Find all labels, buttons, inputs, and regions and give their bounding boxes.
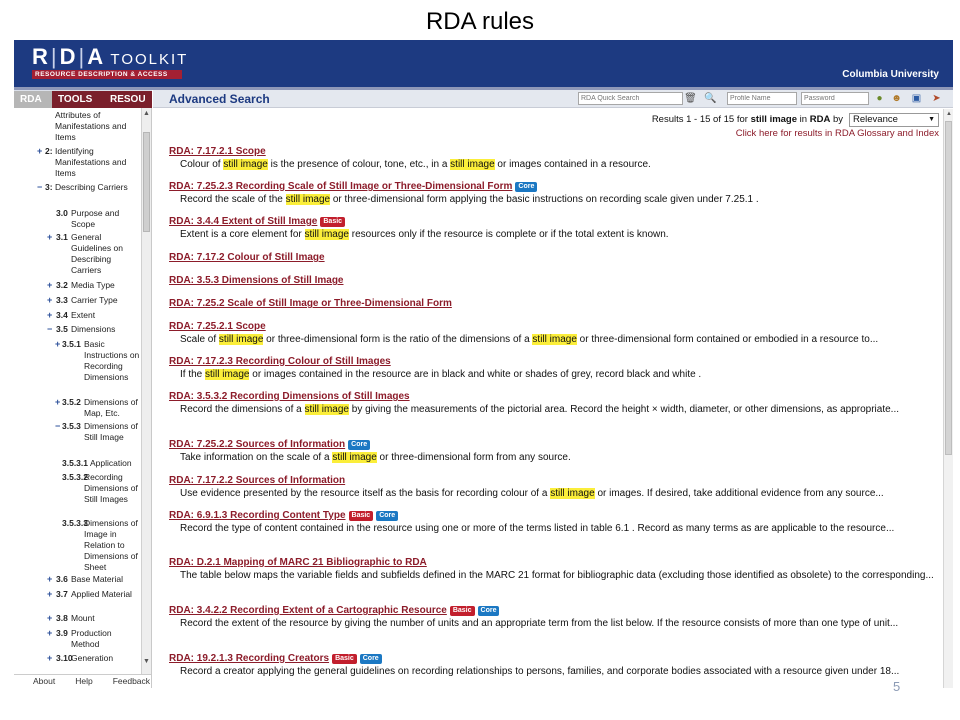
search-result — [169, 505, 939, 535]
snippet-text: Take information on the scale of a — [180, 452, 333, 463]
toc-item[interactable] — [14, 208, 140, 229]
result-title-link[interactable]: RDA: D.2.1 Mapping of MARC 21 Bibliographic to RDA — [169, 557, 427, 568]
toc-item-label[interactable]: Generation — [71, 653, 114, 663]
logo-toolkit: TOOLKIT — [110, 51, 189, 68]
snippet-text: is the presence of colour, tone, etc., in a — [267, 159, 451, 170]
result-title-row — [169, 247, 939, 265]
result-snippet — [169, 334, 939, 346]
app-header — [14, 40, 953, 87]
result-title-link[interactable]: RDA: 19.2.1.3 Recording Creators — [169, 653, 330, 664]
tab-rda[interactable]: RDA — [14, 91, 52, 108]
search-result — [169, 293, 939, 311]
result-title-row — [169, 293, 939, 311]
search-result — [169, 648, 939, 678]
page-title: Advanced Search — [169, 92, 270, 106]
results-scope: RDA — [809, 114, 831, 125]
snippet-text: or images contained in the resource are in black and white or shades of grey, record black and white . — [249, 369, 702, 380]
result-snippet — [169, 404, 939, 416]
results-suffix: by — [830, 114, 843, 125]
result-snippet — [169, 452, 939, 464]
result-title-link[interactable]: RDA: 7.17.2.2 Sources of Information — [169, 475, 346, 486]
tab-tools[interactable]: TOOLS — [52, 91, 104, 108]
password-input[interactable] — [801, 92, 869, 105]
highlighted-term: still image — [218, 334, 264, 345]
toc-item-label[interactable]: Purpose and Scope — [71, 208, 120, 229]
result-title-link[interactable]: RDA: 3.5.3.2 Recording Dimensions of Still Images — [169, 391, 410, 402]
snippet-text: Record the dimensions of a — [180, 404, 305, 415]
snippet-text: Record the type of content contained in the resource using one or more of the terms listed in table 6.1 . Record as many terms as are applicable to the resource... — [180, 523, 895, 534]
toc-item-label[interactable]: General Guidelines on Describing Carriers — [71, 232, 123, 275]
toc-item-label[interactable]: Media Type — [71, 280, 115, 290]
core-badge[interactable]: Core — [348, 440, 370, 450]
snippet-text: by giving the measurements of the pictorial area. Record the height × width, diameter, or other dimensions, as appropriate... — [348, 404, 900, 415]
toc-item-number: 3.5.2 — [62, 397, 81, 407]
search-icon[interactable]: 🔍 — [704, 93, 717, 104]
search-result — [169, 351, 939, 381]
result-title-link[interactable]: RDA: 7.25.2.3 Recording Scale of Still Image or Three-Dimensional Form — [169, 181, 513, 192]
toc-item-label[interactable]: Dimensions — [71, 324, 116, 334]
toc-item[interactable] — [14, 613, 140, 625]
toc-item-number: 3.2 — [56, 280, 68, 290]
toc-item-number: 3.9 — [56, 628, 68, 638]
result-title-link[interactable]: RDA: 3.5.3 Dimensions of Still Image — [169, 275, 344, 286]
toc-item[interactable] — [14, 458, 140, 470]
toc-item-number: 3.3 — [56, 295, 68, 305]
toc-item-number: 3.8 — [56, 613, 68, 623]
toc-item[interactable] — [14, 295, 140, 307]
expand-icon[interactable]: + — [47, 628, 53, 638]
result-title-row — [169, 552, 939, 570]
search-result — [169, 316, 939, 346]
result-title-row — [169, 434, 939, 452]
result-title-link[interactable]: RDA: 3.4.2.2 Recording Extent of a Cartographic Resource — [169, 605, 447, 616]
core-badge[interactable]: Core — [376, 511, 398, 521]
result-snippet — [169, 159, 939, 171]
main-scroll-thumb[interactable] — [945, 121, 952, 455]
toc-item-label[interactable]: Describing Carriers — [55, 182, 128, 192]
toc-item-number: 3.7 — [56, 589, 68, 599]
search-toolbar — [153, 90, 953, 108]
institution-name: Columbia University — [842, 69, 939, 80]
basic-badge[interactable]: Basic — [320, 217, 345, 227]
search-result — [169, 470, 939, 500]
browser-frame — [14, 40, 953, 688]
login-icon[interactable]: ● — [876, 93, 883, 104]
snippet-text: or three-dimensional form contained or embodied in a resource to... — [576, 334, 879, 345]
toc-item-label[interactable]: Dimensions of Image in Relation to Dimensions of Sheet — [84, 518, 138, 572]
result-title-link[interactable]: RDA: 7.17.2.3 Recording Colour of Still Images — [169, 356, 391, 367]
logo-wordmark — [32, 46, 192, 68]
result-snippet — [169, 618, 939, 630]
expand-icon[interactable]: + — [55, 397, 61, 407]
toc-item-label[interactable]: Applied Material — [71, 589, 132, 599]
logo-letter-d: D — [59, 44, 77, 69]
highlighted-term: still image — [532, 334, 577, 345]
snippet-text: Record the extent of the resource by giving the number of units and an appropriate term from the list below. If the resource consists of more than one type of unit... — [180, 618, 899, 629]
result-title-link[interactable]: RDA: 7.25.2.2 Sources of Information — [169, 439, 346, 450]
result-snippet — [169, 369, 939, 381]
result-snippet — [169, 666, 939, 678]
scroll-down-icon[interactable]: ▼ — [143, 658, 150, 665]
toc-item-label[interactable]: Dimensions of Map, Etc. — [84, 397, 138, 418]
result-snippet — [169, 523, 939, 535]
profile-name-input[interactable] — [727, 92, 797, 105]
toc-item[interactable] — [14, 574, 140, 586]
toc-item-label[interactable]: Attributes of Manifestations and Items — [55, 110, 127, 142]
toc-item-number: 3.6 — [56, 574, 68, 584]
sidebar-footer — [14, 674, 152, 688]
result-title-link[interactable]: RDA: 7.25.2 Scale of Still Image or Three-Dimensional Form — [169, 298, 452, 309]
result-title-row — [169, 386, 939, 404]
result-title-row — [169, 600, 939, 618]
highlighted-term: still image — [285, 194, 331, 205]
toc-item-label[interactable]: Production Method — [71, 628, 112, 649]
user-icon[interactable]: ☻ — [891, 93, 902, 104]
snippet-text: Scale of — [180, 334, 219, 345]
toc-item-number: 2: — [45, 146, 53, 156]
results-middle: in — [797, 114, 810, 125]
snippet-text: or three-dimensional form applying the basic instructions on recording scale given under 7.25.1 . — [330, 194, 759, 205]
main-scrollbar[interactable] — [943, 109, 953, 688]
expand-icon[interactable]: + — [47, 310, 53, 320]
toc-sidebar — [14, 108, 152, 688]
results-query: still image — [750, 114, 798, 125]
result-title-row — [169, 270, 939, 288]
basic-badge[interactable]: Basic — [450, 606, 475, 616]
result-title-link[interactable]: RDA: 3.4.4 Extent of Still Image — [169, 216, 318, 227]
snippet-text: or images contained in a resource. — [494, 159, 651, 170]
result-snippet — [169, 570, 939, 582]
result-title-row — [169, 141, 939, 159]
glossary-results-link[interactable]: Click here for results in RDA Glossary and Index — [735, 128, 939, 139]
toc-item[interactable] — [14, 472, 140, 504]
snippet-text: If the — [180, 369, 206, 380]
tab-resources[interactable]: RESOU — [104, 91, 152, 108]
highlighted-term: still image — [332, 452, 377, 463]
rda-toolkit-logo[interactable] — [32, 46, 192, 78]
toc-item-label[interactable]: Recording Dimensions of Still Images — [84, 472, 138, 504]
snippet-text: or three-dimensional form from any source. — [376, 452, 571, 463]
core-badge[interactable]: Core — [478, 606, 500, 616]
snippet-text: Record the scale of the — [180, 194, 286, 205]
toc-item[interactable] — [14, 280, 140, 292]
snippet-text: Record a creator applying the general guidelines on recording relationships to persons, families, and corporate bodies associated with a resource given under 18... — [180, 666, 900, 677]
core-badge[interactable]: Core — [515, 182, 537, 192]
toc-item-number: 3.5.3.3 — [62, 518, 88, 528]
toc-item[interactable] — [14, 653, 140, 665]
trash-icon[interactable]: 🗑 — [684, 93, 697, 104]
expand-icon[interactable]: + — [47, 653, 53, 663]
toc-item-label[interactable]: Carrier Type — [71, 295, 118, 305]
basic-badge[interactable]: Basic — [349, 511, 374, 521]
toc-item-label[interactable]: Mount — [71, 613, 95, 623]
result-title-link[interactable]: RDA: 7.17.2 Colour of Still Image — [169, 252, 325, 263]
toc-item-label[interactable]: Base Material — [71, 574, 123, 584]
toc-item[interactable] — [14, 628, 140, 649]
toc-item-number: 3.4 — [56, 310, 68, 320]
search-result — [169, 247, 939, 265]
toc-item-number: 3.5.1 — [62, 339, 81, 349]
logo-separator: | — [50, 44, 58, 69]
collapse-icon[interactable]: − — [37, 182, 43, 192]
toc-item[interactable] — [14, 397, 140, 418]
highlighted-term: still image — [205, 369, 250, 380]
logout-icon[interactable]: ➤ — [932, 93, 941, 104]
logo-separator: | — [78, 44, 86, 69]
results-prefix: Results 1 - 15 of 15 for — [651, 114, 751, 125]
snippet-text: resources only if the resource is complete or if the total extent is known. — [348, 229, 669, 240]
toc-item-label[interactable]: Dimensions of Still Image — [84, 421, 138, 442]
sidebar-scroll-thumb[interactable] — [143, 132, 150, 232]
sort-select[interactable] — [849, 113, 939, 127]
logo-letter-a: A — [87, 44, 104, 69]
slide-page-number: 5 — [893, 679, 901, 694]
toc-item-number: 3.0 — [56, 208, 68, 218]
logo-subtitle: RESOURCE DESCRIPTION & ACCESS — [32, 70, 182, 79]
about-link[interactable]: About — [33, 676, 56, 686]
toc-item-number: 3: — [45, 182, 53, 192]
feedback-link[interactable]: Feedback — [112, 676, 151, 686]
toc-item-label[interactable]: Application — [90, 458, 132, 468]
search-result — [169, 434, 939, 464]
result-title-row — [169, 351, 939, 369]
expand-icon[interactable]: + — [37, 146, 43, 156]
search-result — [169, 141, 939, 171]
results-summary — [652, 114, 843, 125]
chevron-down-icon: ▼ — [928, 116, 935, 123]
logo-letter-r: R — [32, 44, 49, 69]
toc-item[interactable] — [14, 146, 140, 178]
result-title-row — [169, 648, 939, 666]
toc-item[interactable] — [14, 339, 140, 382]
snippet-text: Use evidence presented by the resource itself as the basis for recording colour of a — [180, 488, 551, 499]
snippet-text: Colour of — [180, 159, 224, 170]
expand-icon[interactable]: + — [47, 295, 53, 305]
toc-item[interactable] — [14, 324, 140, 336]
result-title-link[interactable]: RDA: 7.25.2.1 Scope — [169, 321, 266, 332]
toc-item[interactable] — [14, 182, 140, 194]
toc-item-label[interactable]: Identifying Manifestations and Items — [55, 146, 127, 178]
expand-icon[interactable]: + — [47, 589, 53, 599]
toc-item[interactable] — [14, 518, 140, 572]
toc-item[interactable] — [14, 310, 140, 322]
result-title-row — [169, 470, 939, 488]
toc-item-number: 3.10 — [56, 653, 73, 663]
search-result — [169, 270, 939, 288]
expand-icon[interactable]: + — [55, 339, 61, 349]
toc-item-number: 3.5.3.1 — [62, 458, 88, 468]
toc-item-label[interactable]: Extent — [71, 310, 96, 320]
search-result — [169, 552, 939, 582]
toc-item[interactable] — [14, 589, 140, 601]
highlighted-term: still image — [304, 404, 349, 415]
toc-item[interactable] — [14, 232, 140, 275]
search-result — [169, 600, 939, 630]
expand-icon[interactable]: + — [47, 232, 53, 242]
core-badge[interactable]: Core — [360, 654, 382, 664]
snippet-text: or three-dimensional form is the ratio of the dimensions of a — [263, 334, 533, 345]
search-result — [169, 386, 939, 416]
sidebar-scrollbar[interactable] — [141, 108, 151, 674]
snippet-text: The table below maps the variable fields and subfields defined in the MARC 21 format for bibliographic data (excluding those identified as obsolete) to the corresponding... — [180, 570, 934, 581]
result-snippet — [169, 488, 939, 500]
tab-bar — [14, 90, 152, 108]
main-panel — [153, 90, 953, 688]
search-result — [169, 176, 939, 206]
snippet-text: or images. If desired, take additional evidence from any source... — [594, 488, 884, 499]
help-link[interactable]: Help — [75, 676, 93, 686]
highlighted-term: still image — [450, 159, 495, 170]
slide-title: RDA rules — [425, 8, 535, 35]
expand-icon[interactable]: + — [47, 280, 53, 290]
highlighted-term: still image — [550, 488, 595, 499]
expand-icon[interactable]: + — [47, 574, 53, 584]
highlighted-term: still image — [304, 229, 349, 240]
toc-item-number: 3.1 — [56, 232, 68, 242]
toc-item[interactable] — [14, 421, 140, 442]
scroll-up-icon[interactable]: ▲ — [143, 110, 150, 117]
snippet-text: Extent is a core element for — [180, 229, 305, 240]
toc-item-label[interactable]: Basic Instructions on Recording Dimensions — [84, 339, 140, 382]
quick-search-input[interactable] — [578, 92, 683, 105]
result-title-row — [169, 211, 939, 229]
bookmark-icon[interactable]: ▣ — [911, 93, 922, 104]
collapse-icon[interactable]: − — [55, 421, 61, 431]
result-snippet — [169, 229, 939, 241]
toc-item-number: 3.5.3 — [62, 421, 81, 431]
result-title-row — [169, 176, 939, 194]
collapse-icon[interactable]: − — [47, 324, 53, 334]
toc-item-number: 3.5 — [56, 324, 68, 334]
toc-item-number: 3.5.3.2 — [62, 472, 88, 482]
result-title-link[interactable]: RDA: 7.17.2.1 Scope — [169, 146, 266, 157]
scroll-up-icon[interactable]: ▲ — [946, 111, 952, 117]
highlighted-term: still image — [223, 159, 268, 170]
result-title-link[interactable]: RDA: 6.9.1.3 Recording Content Type — [169, 510, 346, 521]
result-title-row — [169, 316, 939, 334]
result-snippet — [169, 194, 939, 206]
sort-value: Relevance — [853, 114, 898, 125]
toc-item[interactable] — [14, 110, 140, 142]
result-title-row — [169, 505, 939, 523]
search-result — [169, 211, 939, 241]
expand-icon[interactable]: + — [47, 613, 53, 623]
basic-badge[interactable]: Basic — [332, 654, 357, 664]
